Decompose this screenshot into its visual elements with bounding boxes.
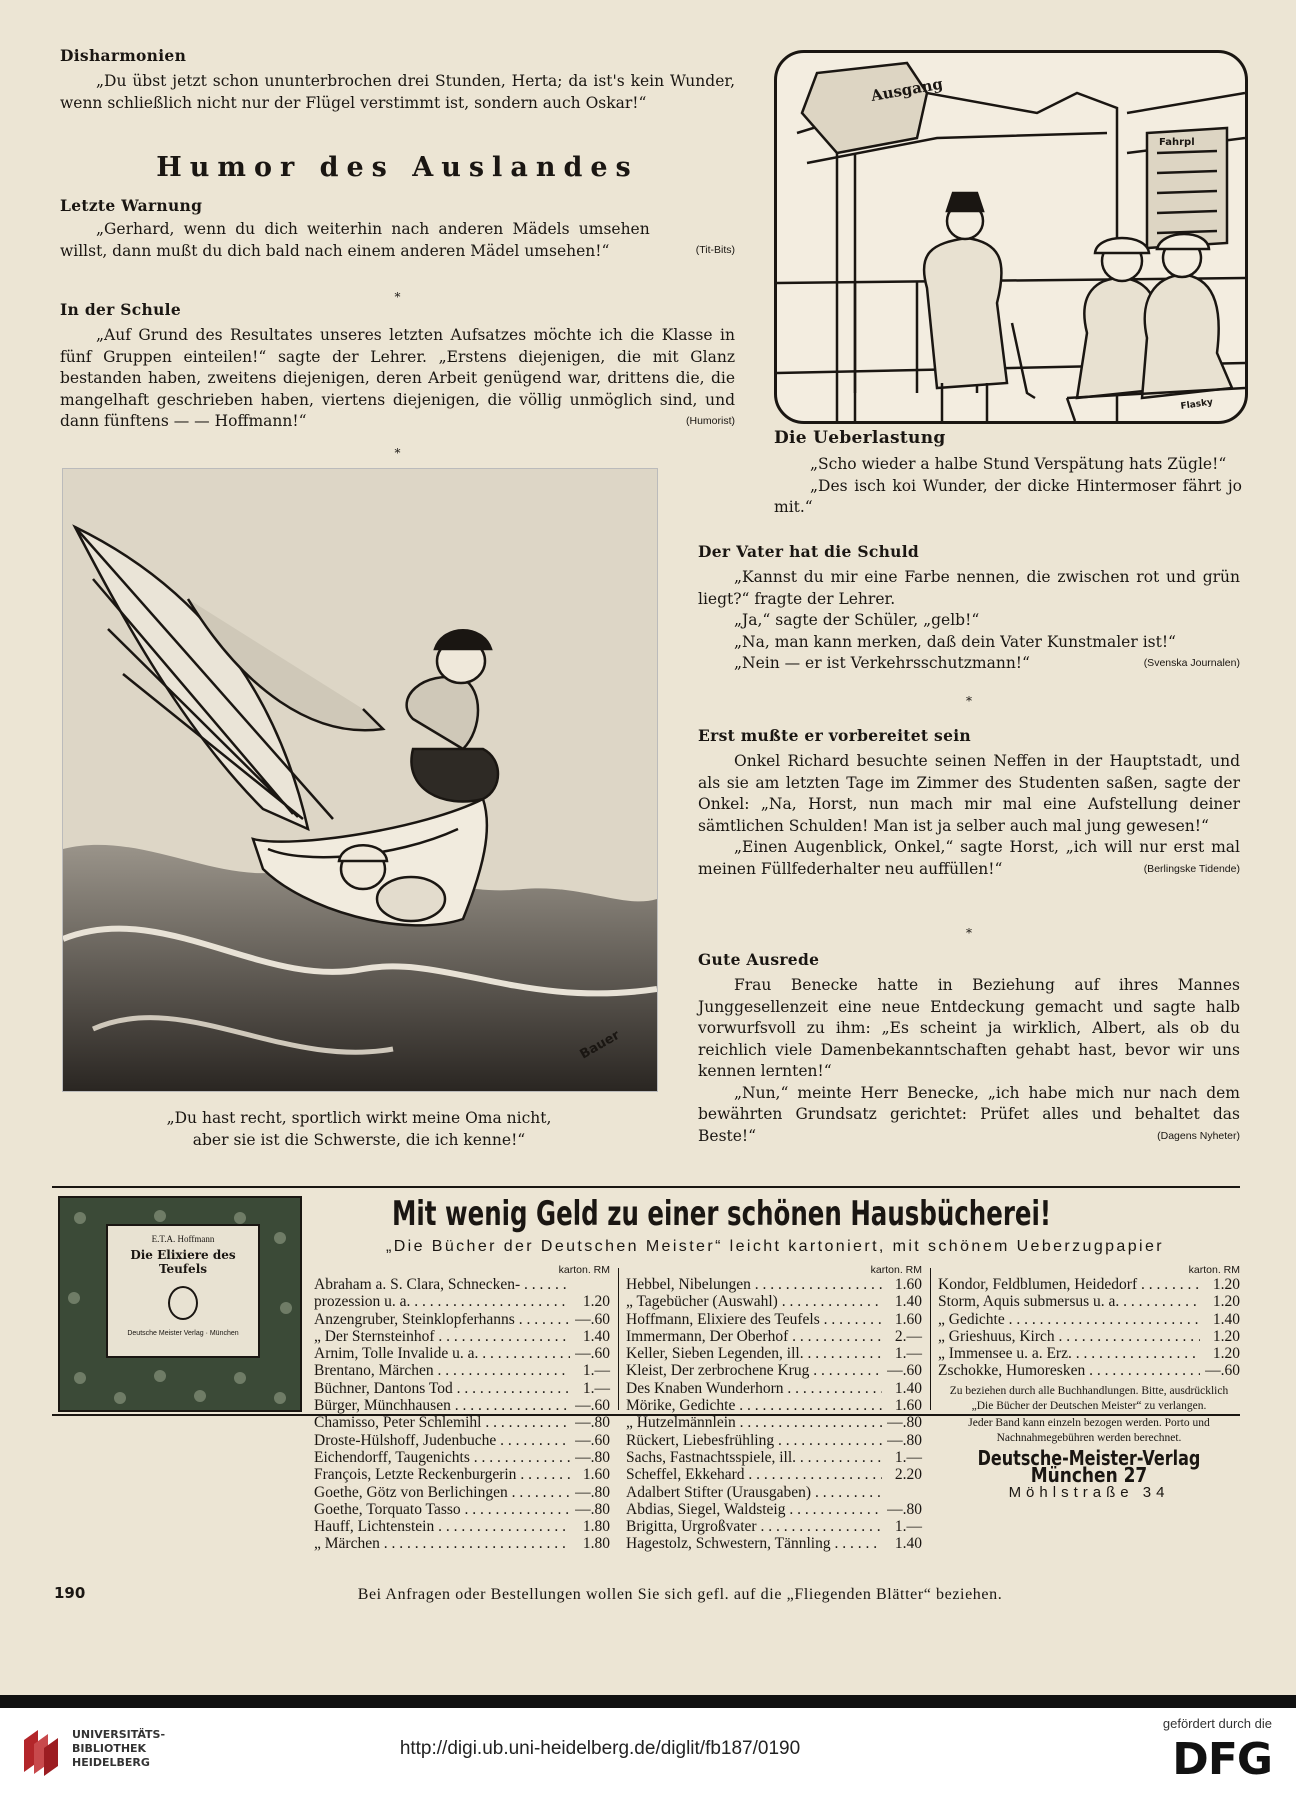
book-price: —.60: [575, 1345, 610, 1363]
joke-text: „Gerhard, wenn du dich weiterhin nach anderen Mädels umsehen willst, dann mußt du dich bald nach einem anderen Mädel umsehen!“: [60, 220, 650, 260]
sailboat-illustration: [63, 469, 657, 1091]
book-list-col3: [938, 1264, 1240, 1502]
book-title: Sachs, Fastnachtsspiele, ill. . . .: [626, 1449, 882, 1466]
book-title: Adalbert Stifter (Urausgaben) . . .: [626, 1484, 882, 1501]
book-list-item: [314, 1380, 610, 1397]
sailboat-cartoon: [62, 468, 658, 1092]
book-price: 1.20: [582, 1293, 610, 1311]
joke-text: „Auf Grund des Resultates unseres letzten Aufsatzes möchte ich die Klasse in fünf Gruppen einteilen!“ sagte der Lehrer. „Erstens diejenigen, die mit Glanz bestanden haben, zweitens diejenigen, deren Arbeit genügend war, drittens die, die mangelhaft geschrieben haben, viertens diejenigen, die völlig unmöglich sind, und dann fünftens — — Hoffmann!“: [60, 326, 735, 430]
joke-title: Gute Ausrede: [698, 950, 820, 969]
joke-title: Disharmonien: [60, 46, 187, 65]
station-illustration: [777, 53, 1245, 421]
book-title: François, Letzte Reckenburgerin . . .: [314, 1466, 570, 1483]
book-title: Goethe, Torquato Tasso . . .: [314, 1501, 570, 1518]
book-list-item: [626, 1414, 922, 1431]
joke-in-der-schule: [60, 300, 735, 433]
caption-line: „Scho wieder a halbe Stund Verspätung hats Zügle!“: [810, 455, 1227, 473]
caption-line: „Du hast recht, sportlich wirkt meine Oma nicht,: [166, 1109, 552, 1127]
joke-paragraph: „Nun,“ meinte Herr Benecke, „ich habe mich nur nach dem bewährten Grundsatz gerichtet: Prüfet alles und behaltet das Beste!“: [698, 1083, 1240, 1145]
book-list-item: [938, 1311, 1240, 1328]
caption-title: Die Ueberlastung: [774, 428, 946, 448]
book-title: Hoffmann, Elixiere des Teufels . . .: [626, 1311, 882, 1328]
book-price: 1.—: [894, 1448, 922, 1466]
book-list-item: [626, 1466, 922, 1483]
book-price: —.80: [575, 1448, 610, 1466]
book-price: 1.40: [1212, 1310, 1240, 1328]
library-line: HEIDELBERG: [72, 1756, 150, 1769]
book-title: Hauff, Lichtenstein . . .: [314, 1518, 570, 1535]
col-header: karton. RM: [558, 1264, 610, 1276]
station-cartoon: [774, 50, 1248, 424]
book-list-col1: [314, 1264, 610, 1553]
book-list-item: [626, 1328, 922, 1345]
book-title: Brigitta, Urgroßvater . . .: [626, 1518, 882, 1535]
book-title: „ Tagebücher (Auswahl) . . .: [626, 1293, 882, 1310]
book-price: 1.60: [894, 1397, 922, 1415]
library-line: UNIVERSITÄTS-: [72, 1728, 166, 1741]
ad-headline: Mit wenig Geld zu einer schönen Hausbücherei!: [392, 1194, 1052, 1234]
book-list-item: [314, 1311, 610, 1328]
book-price: 1.60: [582, 1466, 610, 1484]
source-url[interactable]: http://digi.ub.uni-heidelberg.de/diglit/fb187/0190: [399, 1738, 801, 1759]
book-list-item: [314, 1362, 610, 1379]
book-cover: [58, 1196, 302, 1412]
book-price: 1.20: [1212, 1293, 1240, 1311]
library-name: [72, 1728, 165, 1770]
book-price: 1.40: [894, 1293, 922, 1311]
book-list-item: [626, 1311, 922, 1328]
joke-source: (Dagens Nyheter): [1157, 1129, 1240, 1142]
book-price: 1.80: [582, 1535, 610, 1553]
book-list-item: [626, 1276, 922, 1293]
col-header: karton. RM: [870, 1264, 922, 1276]
book-list-item: [314, 1432, 610, 1449]
book-price: 1.40: [894, 1379, 922, 1397]
ad-note: Zu beziehen durch alle Buchhandlungen. Bitte, ausdrücklich „Die Bücher der Deutschen Meister“ zu verlangen.: [949, 1384, 1229, 1412]
book-title: Anzengruber, Steinklopferhanns . . .: [314, 1311, 570, 1328]
book-title: Kleist, Der zerbrochene Krug . . .: [626, 1362, 882, 1379]
book-title: Des Knaben Wunderhorn . . .: [626, 1380, 882, 1397]
book-price: 1.40: [894, 1535, 922, 1553]
book-list-item: [938, 1362, 1240, 1379]
publisher-street: Möhlstraße 34: [1008, 1484, 1170, 1502]
book-price: 1.60: [894, 1276, 922, 1293]
book-title: prozession u. a. . . .: [314, 1293, 570, 1310]
funding-note: gefördert durch die: [1162, 1716, 1272, 1731]
book-title: „ Gedichte . . .: [938, 1311, 1200, 1328]
cover-label: [106, 1224, 260, 1358]
joke-title: Der Vater hat die Schuld: [698, 542, 920, 561]
book-list-item: [314, 1345, 610, 1362]
joke-paragraph: „Ja,“ sagte der Schüler, „gelb!“: [734, 611, 980, 629]
page-number: 190: [54, 1584, 86, 1602]
caption-line: „Des isch koi Wunder, der dicke Hintermoser fährt jo mit.“: [774, 476, 1242, 516]
publisher-city: München 27: [1030, 1463, 1148, 1488]
book-title: Abdias, Siegel, Waldsteig . . .: [626, 1501, 882, 1518]
separator-star: *: [966, 694, 972, 708]
book-list-item: [314, 1397, 610, 1414]
book-title: Abraham a. S. Clara, Schnecken- . . .: [314, 1276, 570, 1293]
joke-title: Letzte Warnung: [60, 196, 203, 215]
book-title: Droste-Hülshoff, Judenbuche . . .: [314, 1432, 570, 1449]
column-divider: [618, 1268, 619, 1410]
book-price: 1.—: [582, 1362, 610, 1380]
book-list-item: [314, 1466, 610, 1483]
order-notice: Bei Anfragen oder Bestellungen wollen Sie sich gefl. auf die „Fliegenden Blätter“ beziehen.: [357, 1586, 1003, 1603]
book-price: [882, 1484, 922, 1501]
book-list-item: [626, 1345, 922, 1362]
book-price: 1.40: [582, 1327, 610, 1345]
book-title: Büchner, Dantons Tod . . .: [314, 1380, 570, 1397]
book-price: 1.—: [894, 1518, 922, 1536]
book-title: Storm, Aquis submersus u. a. . . .: [938, 1293, 1200, 1310]
book-price: —.80: [575, 1483, 610, 1501]
joke-disharmonien: [60, 46, 735, 114]
book-price: —.80: [887, 1414, 922, 1432]
caption-line: aber sie ist die Schwerste, die ich kenne!“: [192, 1130, 526, 1149]
separator-star: *: [966, 926, 972, 940]
book-price: —.80: [575, 1414, 610, 1432]
book-price: [570, 1276, 610, 1293]
book-title: Hagestolz, Schwestern, Tännling . . .: [626, 1535, 882, 1552]
book-title: Scheffel, Ekkehard . . .: [626, 1466, 882, 1483]
dfg-logo: DFG: [1172, 1734, 1272, 1785]
book-price: 1.20: [1212, 1276, 1240, 1293]
book-list-item: [938, 1293, 1240, 1310]
book-list-item: [314, 1518, 610, 1535]
book-title: Mörike, Gedichte . . .: [626, 1397, 882, 1414]
book-title: „ Immensee u. a. Erz. . . .: [938, 1345, 1200, 1362]
digitization-footer: [0, 1708, 1296, 1793]
book-list-col2: [626, 1264, 922, 1553]
book-list-item: [626, 1535, 922, 1552]
section-title: Humor des Auslandes: [156, 152, 639, 183]
book-list-item: [626, 1501, 922, 1518]
book-price: 1.—: [894, 1345, 922, 1363]
book-title: Immermann, Der Oberhof . . .: [626, 1328, 882, 1345]
book-list-item: [626, 1432, 922, 1449]
book-price: 1.80: [582, 1518, 610, 1536]
book-list-item: [314, 1328, 610, 1345]
book-title: Hebbel, Nibelungen . . .: [626, 1276, 882, 1293]
cover-publisher: Deutsche Meister Verlag · München: [127, 1330, 239, 1337]
joke-source: (Svenska Journalen): [1143, 657, 1240, 669]
book-title: „ Der Sternsteinhof . . .: [314, 1328, 570, 1345]
book-price: 2.—: [894, 1327, 922, 1345]
book-price: 1.20: [1212, 1327, 1240, 1345]
book-price: —.60: [575, 1397, 610, 1415]
book-list-item: [626, 1362, 922, 1379]
book-title: „ Hutzelmännlein . . .: [626, 1414, 882, 1431]
book-price: —.80: [575, 1500, 610, 1518]
joke-paragraph: „Kannst du mir eine Farbe nennen, die zwischen rot und grün liegt?“ fragte der Lehrer.: [698, 568, 1240, 608]
book-list-item: [626, 1484, 922, 1501]
joke-text: „Du übst jetzt schon ununterbrochen drei Stunden, Herta; da ist's kein Wunder, wenn schließlich nicht nur der Flügel verstimmt ist, sondern auch Oskar!“: [60, 72, 735, 112]
cover-author: E.T.A. Hoffmann: [151, 1234, 215, 1244]
book-list-item: [938, 1276, 1240, 1293]
joke-source: (Humorist): [686, 415, 735, 427]
book-list-item: [314, 1449, 610, 1466]
cover-emblem-icon: [168, 1286, 198, 1320]
book-advertisement: [52, 1186, 1240, 1553]
column-divider: [930, 1268, 931, 1410]
joke-paragraph: Onkel Richard besuchte seinen Neffen in der Hauptstadt, und als sie am letzten Tage im Zimmer des Studenten saßen, sagte der Onkel: „Na, Horst, nun mach mir mal eine Aufstellung deiner sämtlichen Schulden! Man ist ja selber auch mal jung gewesen!“: [698, 752, 1240, 835]
library-line: BIBLIOTHEK: [72, 1742, 147, 1755]
sign-ausgang: Ausgang: [869, 74, 945, 105]
joke-onkel: [698, 726, 1240, 880]
cartoon-signature: Bauer: [577, 1027, 623, 1063]
library-logo-icon: [20, 1726, 64, 1776]
sailboat-caption: [62, 1108, 656, 1151]
joke-source: (Berlingske Tidende): [1143, 862, 1240, 875]
book-list-item: [626, 1293, 922, 1310]
joke-paragraph: Frau Benecke hatte in Beziehung auf ihres Mannes Junggesellenzeit eine neue Entdeckung gemacht und sagte halb vorwurfsvoll zu ihm: „Es scheint ja wirklich, Albert, als ob du reichlich viele Damenbekanntschaften gehabt hast, bevor wir uns kennen lernten!“: [698, 976, 1240, 1080]
book-list-item: [626, 1518, 922, 1535]
book-title: „ Grieshuus, Kirch . . .: [938, 1328, 1200, 1345]
book-price: 1.60: [894, 1310, 922, 1328]
book-list-item: [314, 1293, 610, 1310]
book-price: 2.20: [894, 1466, 922, 1484]
col-header: karton. RM: [1188, 1264, 1240, 1276]
book-list-item: [314, 1414, 610, 1431]
book-title: Chamisso, Peter Schlemihl . . .: [314, 1414, 570, 1431]
joke-title: Erst mußte er vorbereitet sein: [698, 726, 971, 745]
book-list-item: [938, 1328, 1240, 1345]
joke-paragraph: „Na, man kann merken, daß dein Vater Kunstmaler ist!“: [734, 632, 1176, 651]
caption-ueberlastung: [774, 428, 1242, 519]
book-title: Brentano, Märchen . . .: [314, 1362, 570, 1379]
joke-letzte-warnung: [60, 196, 735, 262]
book-list-item: [938, 1345, 1240, 1362]
book-title: Rückert, Liebesfrühling . . .: [626, 1432, 882, 1449]
book-price: —.60: [575, 1310, 610, 1328]
book-title: Arnim, Tolle Invalide u. a. . . .: [314, 1345, 570, 1362]
book-price: —.60: [575, 1431, 610, 1449]
joke-source: (Tit-Bits): [695, 244, 735, 256]
book-price: —.60: [887, 1362, 922, 1380]
cover-title: Die Elixiere des Teufels: [130, 1248, 236, 1276]
book-price: —.80: [887, 1431, 922, 1449]
joke-paragraph: „Nein — er ist Verkehrsschutzmann!“: [734, 654, 1030, 672]
ad-subline: „Die Bücher der Deutschen Meister“ leicht kartoniert, mit schönem Ueberzugpapier: [385, 1238, 1165, 1255]
ad-note: Jeder Band kann einzeln bezogen werden. Porto und Nachnahmegebühren werden berechnet.: [968, 1416, 1210, 1444]
book-list-item: [626, 1397, 922, 1414]
cartoon-signature: Flasky: [1180, 397, 1214, 412]
book-price: —.80: [887, 1500, 922, 1518]
book-list-item: [314, 1276, 610, 1293]
book-title: Keller, Sieben Legenden, ill. . . .: [626, 1345, 882, 1362]
book-title: „ Märchen . . .: [314, 1535, 570, 1552]
book-price: 1.—: [582, 1379, 610, 1397]
book-price: —.60: [1205, 1362, 1240, 1380]
book-price: 1.20: [1212, 1345, 1240, 1363]
book-title: Eichendorff, Taugenichts . . .: [314, 1449, 570, 1466]
book-list-item: [626, 1380, 922, 1397]
book-title: Bürger, Münchhausen . . .: [314, 1397, 570, 1414]
separator-star: *: [394, 290, 401, 304]
joke-title: In der Schule: [60, 300, 181, 319]
book-list-item: [314, 1484, 610, 1501]
separator-star: *: [394, 446, 401, 460]
publisher-name: Deutsche-Meister-Verlag: [977, 1445, 1201, 1470]
joke-vater: [698, 542, 1240, 675]
sign-fahrplan: Fahrpl: [1159, 137, 1195, 148]
joke-ausrede: [698, 950, 1240, 1147]
book-list-item: [626, 1449, 922, 1466]
book-title: Zschokke, Humoresken . . .: [938, 1362, 1200, 1379]
joke-paragraph: „Einen Augenblick, Onkel,“ sagte Horst, „ich will nur erst mal meinen Füllfederhalter neu auffüllen!“: [698, 838, 1240, 878]
book-title: Kondor, Feldblumen, Heidedorf . . .: [938, 1276, 1200, 1293]
book-list-item: [314, 1501, 610, 1518]
book-title: Goethe, Götz von Berlichingen . . .: [314, 1484, 570, 1501]
book-list-item: [314, 1535, 610, 1552]
